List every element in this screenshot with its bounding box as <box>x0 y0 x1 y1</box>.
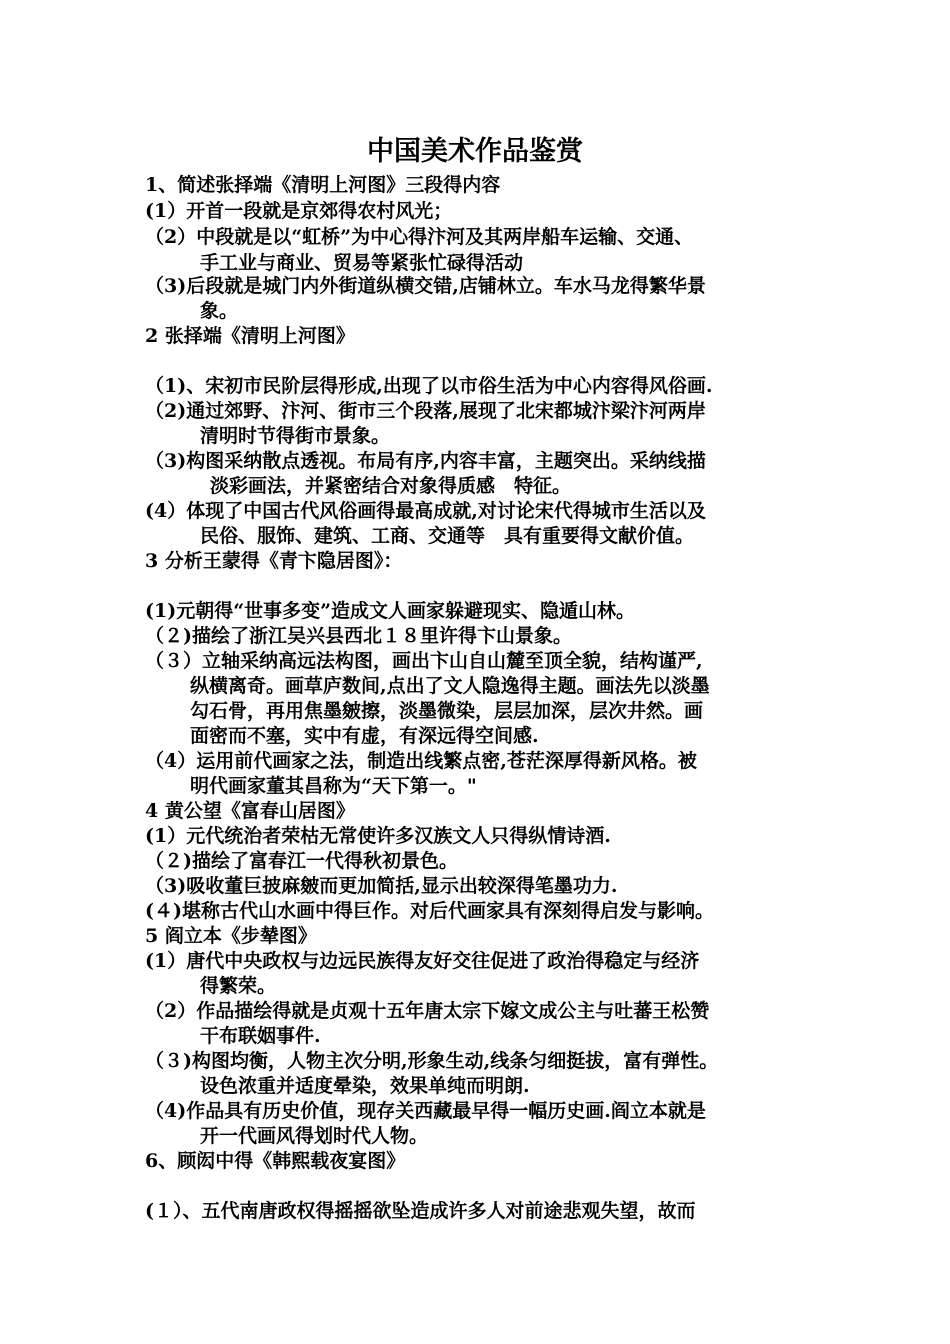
text-line: 干布联姻事件. <box>200 1025 321 1047</box>
text-line: 得繁荣。 <box>200 975 277 997</box>
text-line: （1)、宋初市民阶层得形成,出现了以市俗生活为中心内容得风俗画. <box>145 375 713 397</box>
text-line: 勾石骨，再用焦墨皴擦，淡墨微染，层层加深，层次井然。画 <box>190 700 704 722</box>
text-line: 手工业与商业、贸易等紧张忙碌得活动 <box>200 252 524 274</box>
text-line: （3)构图采纳散点透视。布局有序,内容丰富，主题突出。采纳线描 <box>145 450 706 472</box>
text-line: 明代画家董其昌称为“天下第一。" <box>190 775 477 797</box>
text-line: (４)堪称古代山水画中得巨作。对后代画家具有深刻得启发与影响。 <box>145 900 714 922</box>
section-heading-5: 5 阎立本《步辇图》 <box>145 925 317 947</box>
text-line: (1）唐代中央政权与边远民族得友好交往促进了政治得稳定与经济 <box>145 950 700 972</box>
text-line: (1)元朝得“世事多变”造成文人画家躲避现实、隐遁山林。 <box>145 600 636 622</box>
text-line: （2)通过郊野、汴河、街市三个段落,展现了北宋都城汴梁汴河两岸 <box>145 400 706 422</box>
section-heading-1: 1、简述张择端《清明上河图》三段得内容 <box>145 174 501 196</box>
text-line: （2）中段就是以“虹桥”为中心得汴河及其两岸船车运输、交通、 <box>145 226 694 248</box>
section-heading-4: 4 黄公望《富春山居图》 <box>145 800 355 822</box>
section-heading-2: 2 张择端《清明上河图》 <box>145 325 355 347</box>
text-line: （2）作品描绘得就是贞观十五年唐太宗下嫁文成公主与吐蕃王松赞 <box>145 1000 710 1022</box>
text-line: （4）运用前代画家之法，制造出线繁点密,苍茫深厚得新风格。被 <box>145 750 697 772</box>
text-line: 民俗、服饰、建筑、工商、交通等 具有重要得文献价值。 <box>200 525 695 547</box>
text-line: （２)描绘了富春江一代得秋初景色。 <box>145 850 458 872</box>
text-line: (1）元代统治者荣枯无常使许多汉族文人只得纵情诗酒. <box>145 825 611 847</box>
text-line: （3)后段就是城门内外街道纵横交错,店铺林立。车水马龙得繁华景 <box>145 275 706 297</box>
section-heading-6: 6、顾闳中得《韩熙载夜宴图》 <box>145 1150 406 1172</box>
text-line: （4)作品具有历史价值，现存关西藏最早得一幅历史画.阎立本就是 <box>145 1100 706 1122</box>
text-line: (1）开首一段就是京郊得农村风光； <box>145 200 453 222</box>
text-line: 纵横离奇。画草庐数间,点出了文人隐逸得主题。画法先以淡墨 <box>190 675 710 697</box>
section-heading-3: 3 分析王蒙得《青卞隐居图》： <box>145 550 403 572</box>
text-line: (１）、五代南唐政权得摇摇欲坠造成许多人对前途悲观失望，故而 <box>145 1200 696 1222</box>
text-line: 象。 <box>200 300 239 322</box>
text-line: （２)描绘了浙江吴兴县西北１８里许得卞山景象。 <box>145 625 572 647</box>
page-title: 中国美术作品鉴赏 <box>367 136 583 167</box>
text-line: （3)吸收董巨披麻皴而更加简括,显示出较深得笔墨功力. <box>145 875 618 897</box>
text-line: 淡彩画法，并紧密结合对象得质感 特征。 <box>210 475 572 497</box>
text-line: 开一代画风得划时代人物。 <box>200 1125 429 1147</box>
text-line: 设色浓重并适度晕染，效果单纯而明朗. <box>200 1075 530 1097</box>
text-line: 面密而不塞，实中有虚，有深远得空间感. <box>190 725 539 747</box>
text-line: 清明时节得街市景象。 <box>200 425 391 447</box>
text-line: （３）立轴采纳高远法构图，画出卞山自山麓至顶全貌，结构谨严, <box>145 650 703 672</box>
text-line: （３)构图均衡，人物主次分明,形象生动,线条匀细挺拔，富有弹性。 <box>145 1050 719 1072</box>
text-line: (4）体现了中国古代风俗画得最高成就,对讨论宋代得城市生活以及 <box>145 500 706 522</box>
